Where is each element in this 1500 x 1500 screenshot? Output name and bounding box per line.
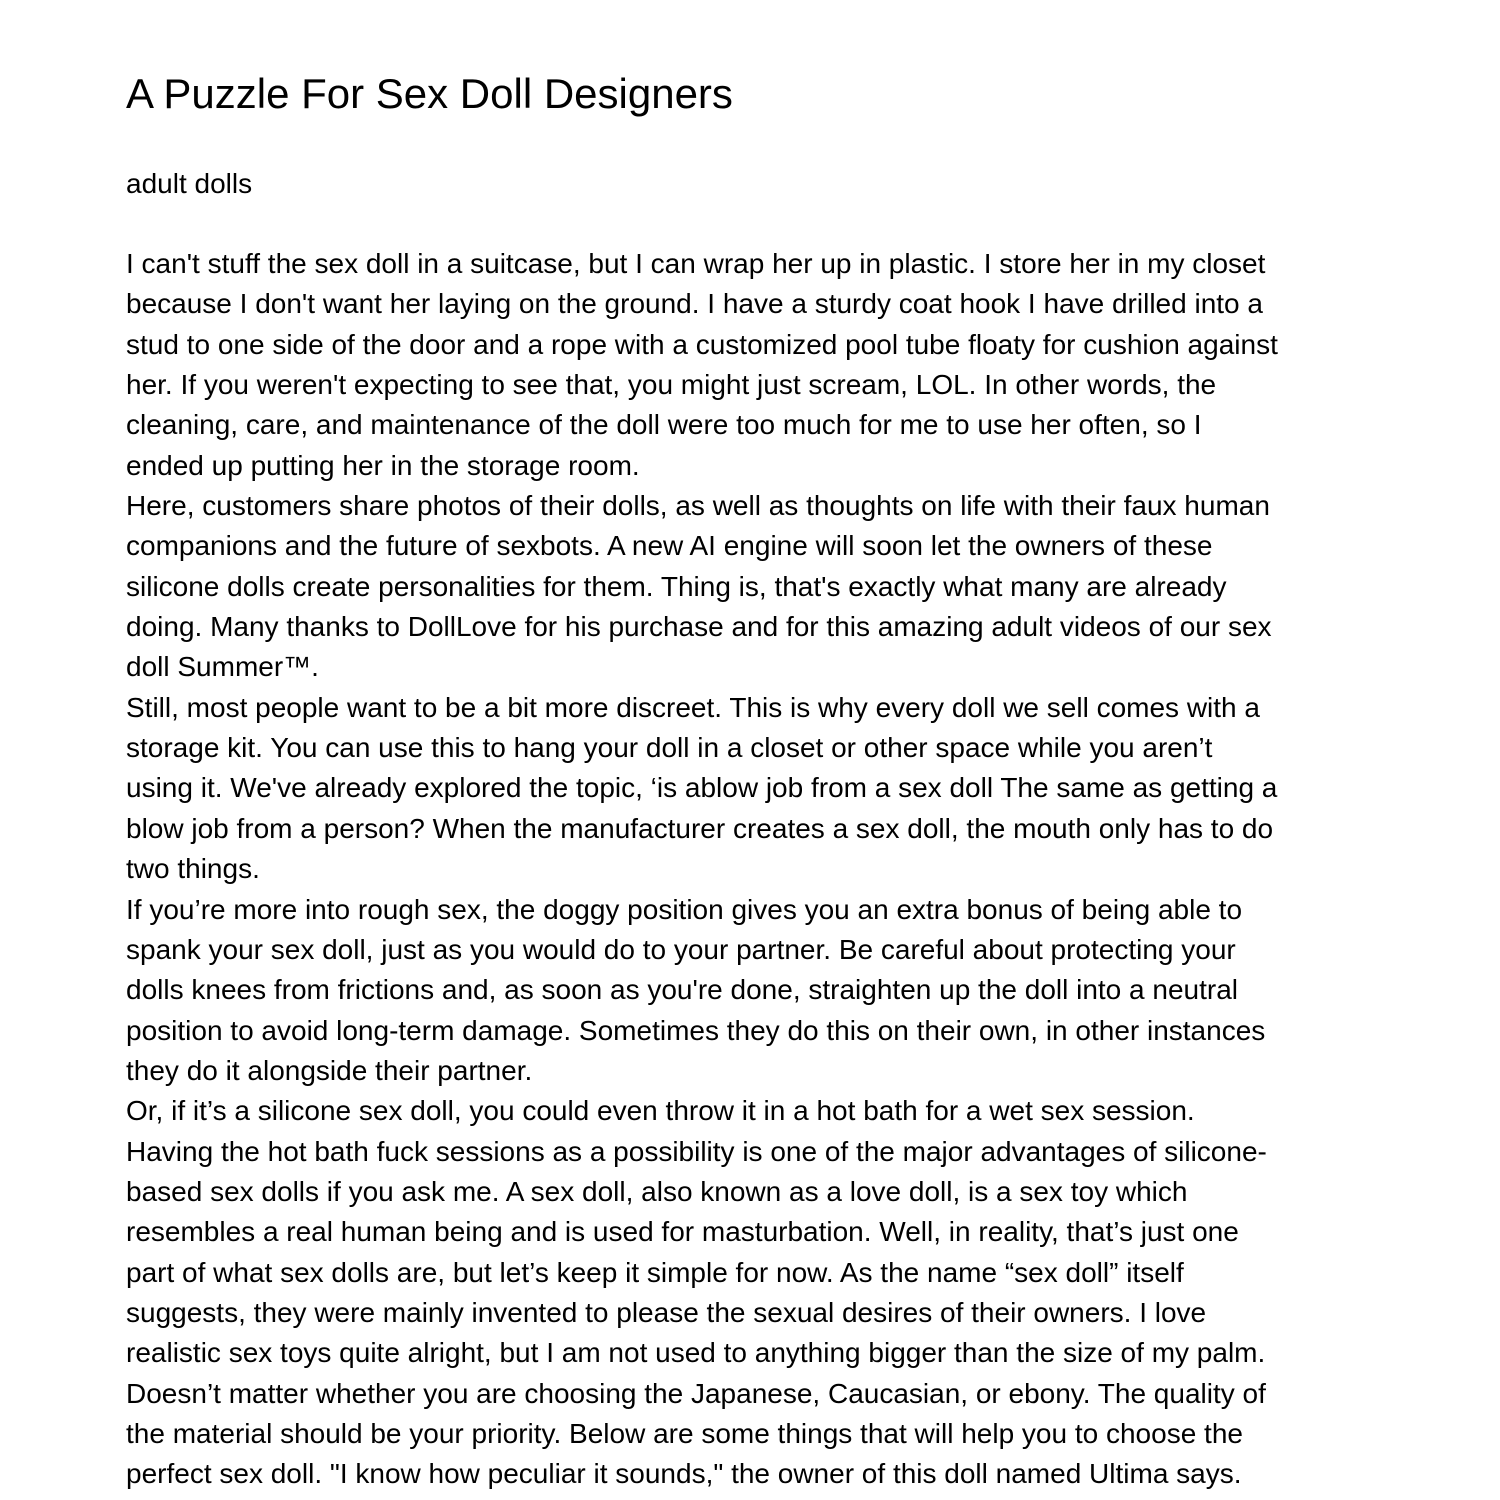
text-line: I can't stuff the sex doll in a suitcase, but I can wrap her up in plastic. I store her in my closet [126, 248, 1266, 279]
text-line: Or, if it’s a silicone sex doll, you could even throw it in a hot bath for a wet sex session. [126, 1095, 1195, 1127]
text-line: two things. [126, 853, 260, 885]
text-line: because I don't want her laying on the ground. I have a sturdy coat hook I have drilled into a [126, 288, 1263, 320]
paragraph-3 [126, 688, 1376, 890]
text-line: they do it alongside their partner. [126, 1054, 533, 1086]
text-line: perfect sex doll. "I know how peculiar it sounds," the owner of this doll named Ultima says. [126, 1458, 1242, 1490]
text-line: stud to one side of the door and a rope with a customized pool tube floaty for cushion against [126, 328, 1278, 360]
text-line: cleaning, care, and maintenance of the doll were too much for me to use her often, so I [126, 409, 1202, 441]
paragraph-1 [126, 244, 1376, 486]
text-line: spank your sex doll, just as you would do to your partner. Be careful about protecting your [126, 933, 1236, 965]
text-line: ended up putting her in the storage room. [126, 449, 640, 481]
text-line: If you’re more into rough sex, the doggy position gives you an extra bonus of being able to [126, 893, 1243, 925]
text-line: Having the hot bath fuck sessions as a possibility is one of the major advantages of silicone- [126, 1135, 1267, 1167]
text-line: her. If you weren't expecting to see that, you might just scream, LOL. In other words, the [126, 369, 1217, 401]
text-line: the material should be your priority. Below are some things that will help you to choose the [126, 1417, 1243, 1449]
text-line: Here, customers share photos of their dolls, as well as thoughts on life with their faux human [126, 490, 1270, 522]
text-line: resembles a real human being and is used for masturbation. Well, in reality, that’s just one [126, 1216, 1239, 1248]
text-line: dolls knees from frictions and, as soon as you're done, straighten up the doll into a neutral [126, 974, 1239, 1006]
text-line: based sex dolls if you ask me. A sex doll, also known as a love doll, is a sex toy which [126, 1175, 1188, 1207]
text-line: companions and the future of sexbots. A new AI engine will soon let the owners of these [126, 530, 1213, 562]
text-line: storage kit. You can use this to hang your doll in a closet or other space while you aren’t [126, 732, 1213, 764]
text-line: suggests, they were mainly invented to please the sexual desires of their owners. I love [126, 1296, 1207, 1328]
text-line: blow job from a person? When the manufacturer creates a sex doll, the mouth only has to do [126, 812, 1274, 844]
article-body [126, 244, 1376, 1495]
text-line: Still, most people want to be a bit more discreet. This is why every doll we sell comes with a [126, 691, 1260, 723]
text-line: realistic sex toys quite alright, but I am not used to anything bigger than the size of my palm. [126, 1337, 1266, 1369]
paragraph-5 [126, 1091, 1376, 1494]
text-line: doll Summer™. [126, 651, 319, 683]
text-line: position to avoid long-term damage. Sometimes they do this on their own, in other instances [126, 1014, 1266, 1046]
page-title: A Puzzle For Sex Doll Designers [126, 70, 733, 117]
text-line: Doesn’t matter whether you are choosing the Japanese, Caucasian, or ebony. The quality of [126, 1377, 1266, 1409]
text-line: using it. We've already explored the topic, ‘is ablow job from a sex doll The same as getting a [126, 772, 1278, 804]
text-line: part of what sex dolls are, but let’s keep it simple for now. As the name “sex doll” itself [126, 1256, 1184, 1288]
paragraph-2 [126, 486, 1376, 688]
text-line: doing. Many thanks to DollLove for his purchase and for this amazing adult videos of our sex [126, 611, 1272, 643]
text-line: silicone dolls create personalities for them. Thing is, that's exactly what many are already [126, 570, 1227, 602]
paragraph-4 [126, 890, 1376, 1092]
page-subtitle: adult dolls [126, 168, 253, 199]
